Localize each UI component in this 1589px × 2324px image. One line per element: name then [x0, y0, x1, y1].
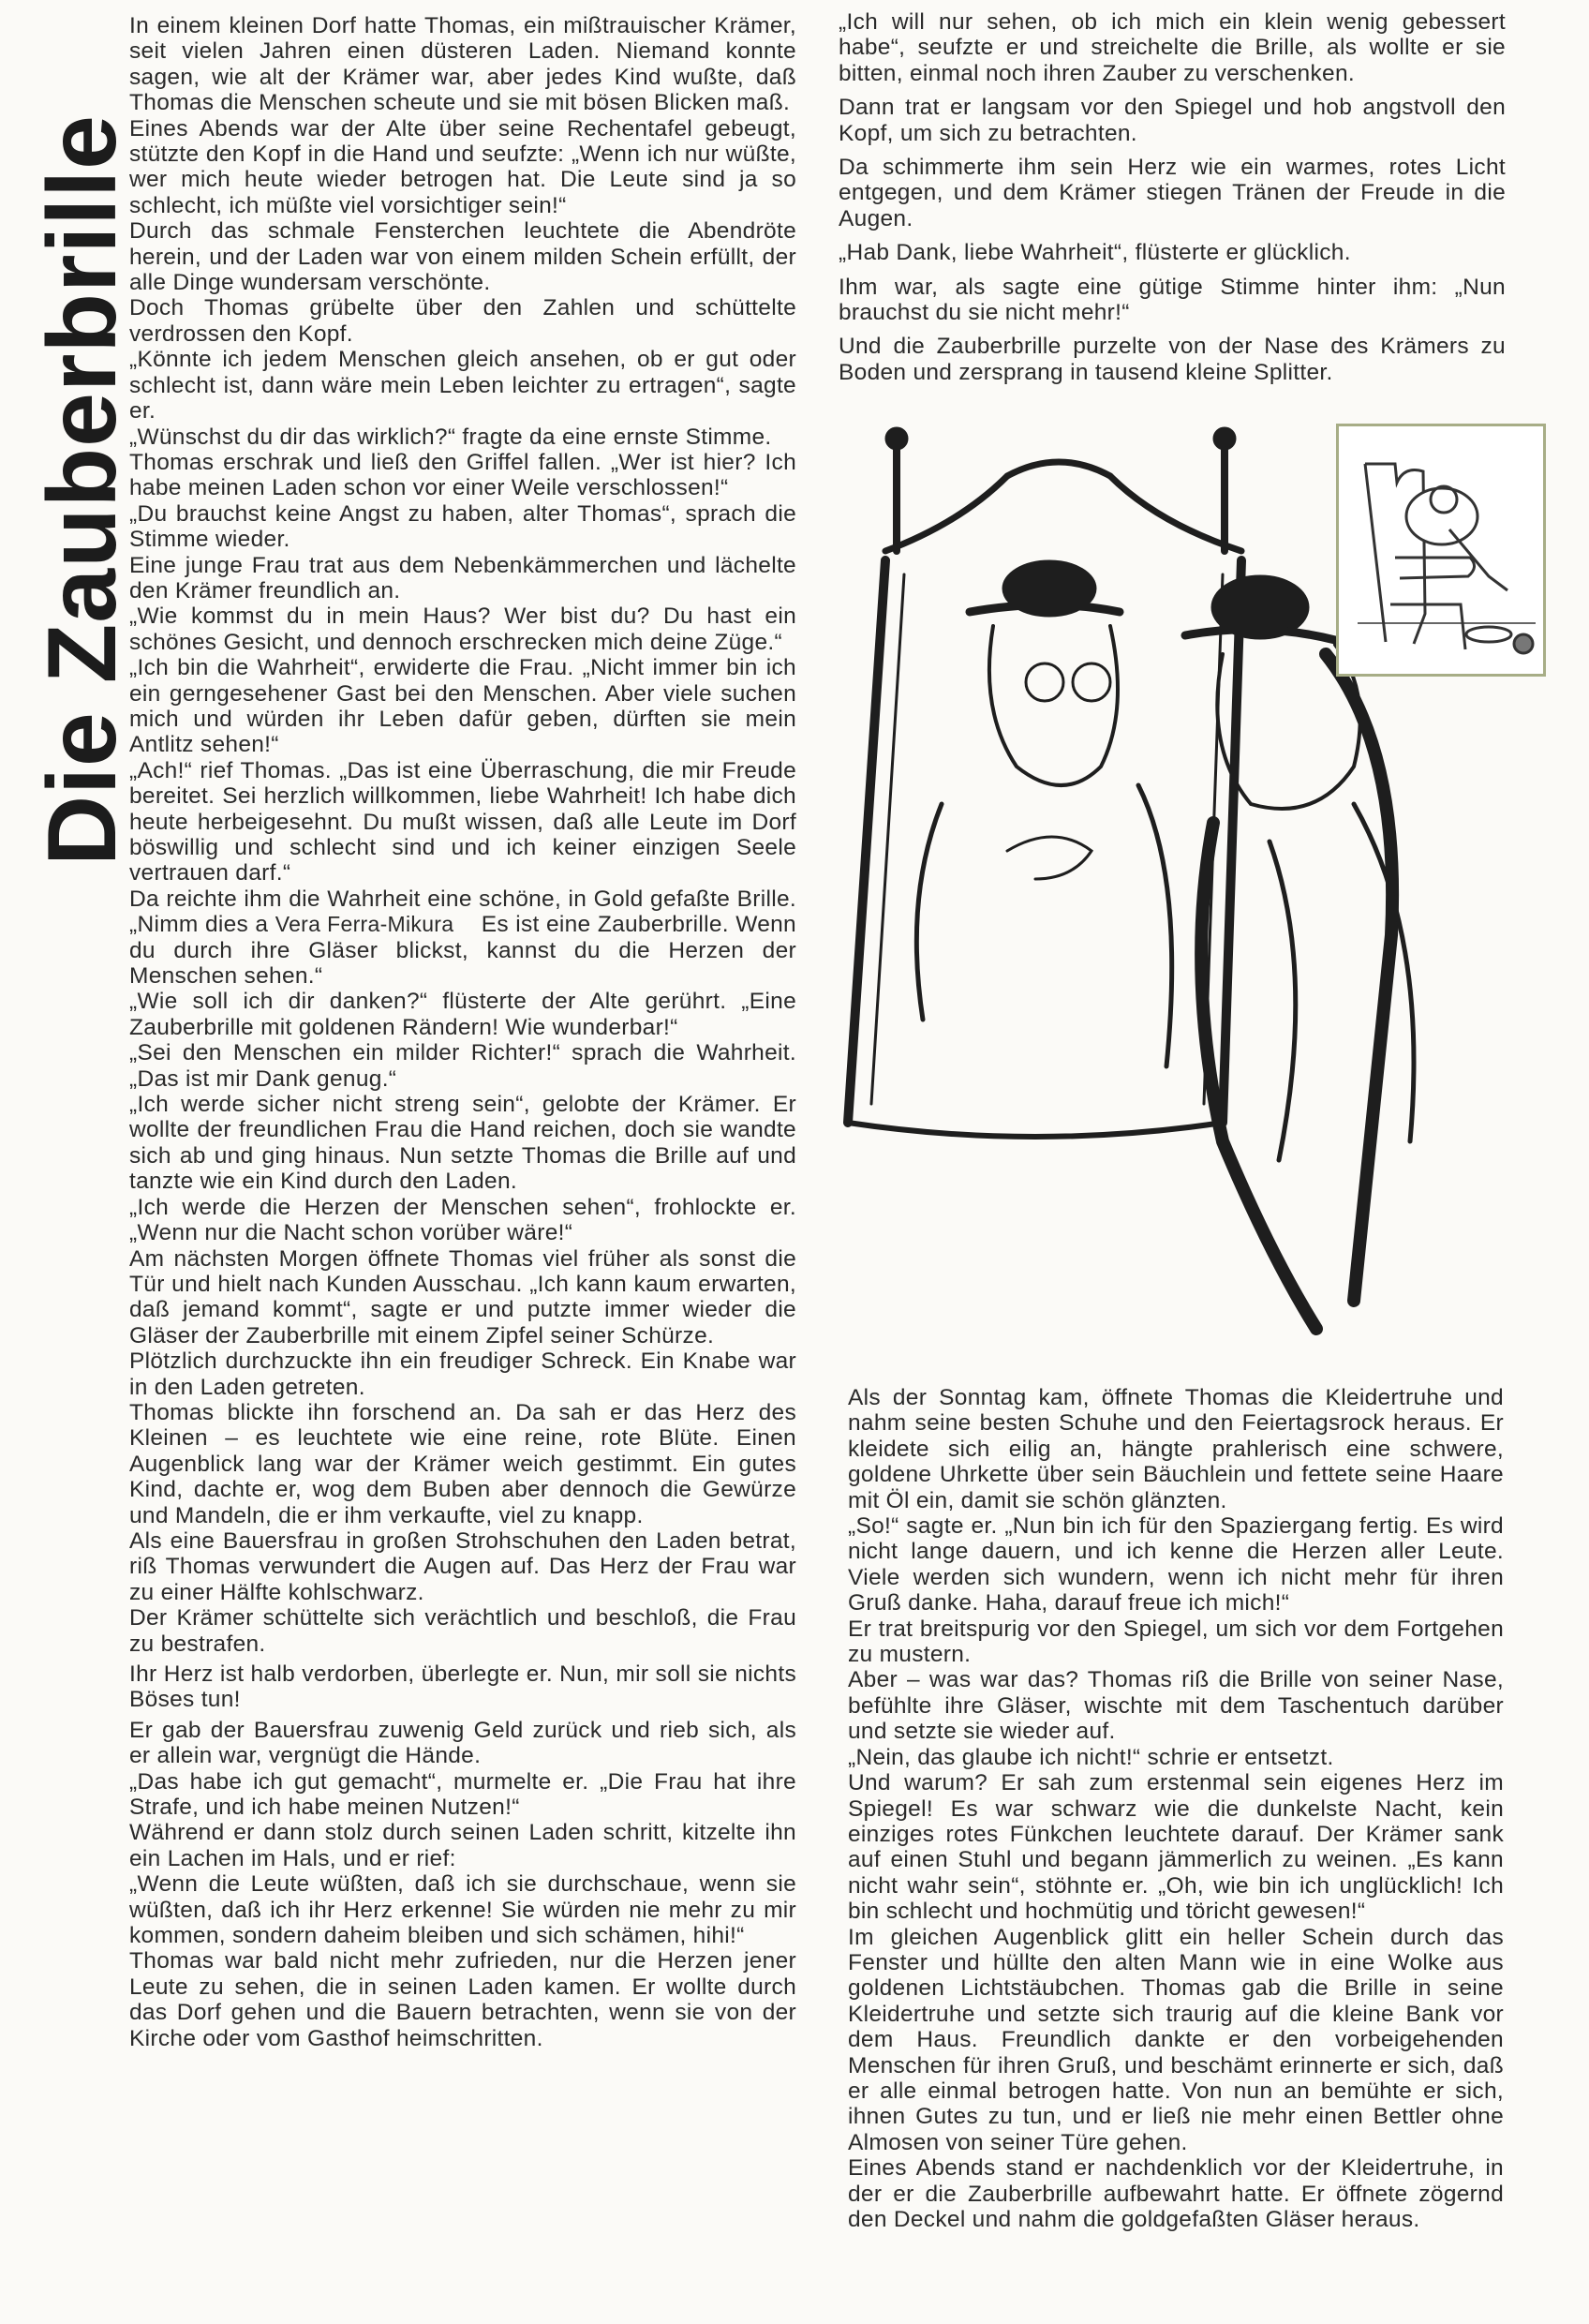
- paragraph-text: Als der Sonntag kam, öffnete Thomas die Kleidertruhe und nahm seine besten Schuhe und den Feiertagsrock heraus. Er kleidete sich eilig an, hängte prahlerisch eine schwere, goldene Uhrkette über sein Bäuchlein und fettete seine Haare mit Öl ein, damit sie schön glänzten.: [848, 1385, 1504, 1513]
- paragraph: [839, 275, 1506, 326]
- paragraph-text: Er trat breitspurig vor den Spiegel, um sich vor dem Fortgehen zu mustern.: [848, 1616, 1504, 1668]
- paragraph: [129, 425, 796, 450]
- paragraph: [848, 1616, 1504, 1668]
- paragraph-text: „So!“ sagte er. „Nun bin ich für den Spaziergang fertig. Es wird nicht lange dauern, und ich kenne die Herzen aller Leute. Viele werden sich wundern, wenn ich nicht mehr für ihren Gruß danke. Haha, darauf freue ich mich!“: [848, 1513, 1504, 1616]
- left-text-column: [129, 13, 796, 2051]
- paragraph: [848, 1925, 1504, 2156]
- paragraph-text: Eines Abends war der Alte über seine Rechentafel gebeugt, stützte den Kopf in die Hand und seufzte: „Wenn ich nur wüßte, wer mich heute wieder betrogen hat. Die Leute sind ja so schlecht, ich müßte viel vorsichtiger sein!“: [129, 115, 796, 218]
- paragraph-text: „Wünschst du dir das wirklich?“ fragte da eine ernste Stimme.: [129, 424, 772, 450]
- paragraph: [129, 1528, 796, 1605]
- paragraph-text: „Ich werde sicher nicht streng sein“, gelobte der Krämer. Er wollte der freundlichen Frau die Hand reichen, doch sie wandte sich ab und ging hinaus. Nun setzte Thomas die Brille auf und tanzte wie ein Kind durch den Laden.: [129, 1092, 796, 1195]
- paragraph: [129, 347, 796, 424]
- paragraph: [129, 501, 796, 553]
- paragraph-text: Plötzlich durchzuckte ihn ein freudiger Schreck. Ein Knabe war in den Laden getreten.: [129, 1348, 796, 1400]
- paragraph: [129, 1195, 796, 1246]
- paragraph: [129, 603, 796, 655]
- paragraph-text: Aber – was war das? Thomas riß die Brille von seiner Nase, befühlte ihre Gläser, wischte mit dem Taschentuch darüber und setzte sie wieder auf.: [848, 1667, 1504, 1745]
- paragraph-text: In einem kleinen Dorf hatte Thomas, ein mißtrauischer Krämer, seit vielen Jahren einen düsteren Laden. Niemand konnte sagen, wie alt der Krämer war, aber jedes Kind wußte, daß Thomas die Menschen scheute und sie mit bösen Blicken maß.: [129, 13, 796, 116]
- right-bottom-text-column: [848, 1385, 1504, 2232]
- paragraph-text: Eine junge Frau trat aus dem Nebenkämmerchen und lächelte den Krämer freundlich an.: [129, 552, 796, 603]
- paragraph: [839, 95, 1506, 146]
- paragraph-text: „Ich bin die Wahrheit“, erwiderte die Frau. „Nicht immer bin ich ein gerngesehener Gast bei den Menschen. Aber viele suchen mich und würden ihr Leben dafür geben, dürften sie mein Antlitz sehen!“: [129, 655, 796, 758]
- paragraph-text: „Das habe ich gut gemacht“, murmelte er. „Die Frau hat ihre Strafe, und ich habe meinen Nutzen!“: [129, 1768, 796, 1821]
- paragraph-text: Als eine Bauersfrau in großen Strohschuhen den Laden betrat, riß Thomas verwundert die Augen auf. Das Herz der Frau war zu einer Hälfte kohlschwarz.: [129, 1527, 796, 1605]
- paragraph: [129, 989, 796, 1040]
- paragraph: [129, 1820, 796, 1871]
- paragraph-text: „Wenn die Leute wüßten, daß ich sie durchschaue, wenn sie wüßten, daß ich ihr Herz erkenne! Sie würden nie mehr zu mir kommen, sondern daheim bleiben und sich schämen, hihi!“: [129, 1871, 796, 1949]
- paragraph-text: Dann trat er langsam vor den Spiegel und hob angstvoll den Kopf, um sich zu betrachten.: [839, 95, 1506, 146]
- paragraph: [129, 450, 796, 501]
- paragraph-text: Ihm war, als sagte eine gütige Stimme hinter ihm: „Nun brauchst du sie nicht mehr!“: [839, 274, 1506, 326]
- paragraph-text: „Wie kommst du in mein Haus? Wer bist du? Du hast ein schönes Gesicht, und dennoch erschrecken mich deine Züge.“: [129, 603, 796, 655]
- paragraph: [129, 655, 796, 758]
- paragraph-text: „Ach!“ rief Thomas. „Das ist eine Überraschung, die mir Freude bereitet. Sei herzlich willkommen, liebe Wahrheit! Ich habe dich heute herbeigesehnt. Du mußt wissen, daß alle Leute im Dorf böswillig und schlecht sind und ich keiner einzigen Seele vertrauen darf.“: [129, 757, 796, 886]
- paragraph-text: Durch das schmale Fensterchen leuchtete die Abendröte herein, und der Laden war von einem milden Schein erfüllt, der alle Dinge wundersam verschönte.: [129, 218, 796, 296]
- paragraph: [129, 1871, 796, 1948]
- paragraph-text-continued: Es ist eine Zauberbrille. Wenn du durch ihre Gläser blickst, kannst du die Herzen der Menschen sehen.“: [129, 912, 796, 990]
- paragraph: [129, 295, 796, 347]
- paragraph-text: „Sei den Menschen ein milder Richter!“ sprach die Wahrheit. „Das ist mir Dank genug.“: [129, 1040, 796, 1092]
- paragraph: [839, 334, 1506, 385]
- paragraph-text: Im gleichen Augenblick glitt ein heller Schein durch das Fenster und hüllte den alten Mann wie in eine Wolke aus goldenen Lichtstäubchen. Thomas gab die Brille in seine Kleidertruhe und setzte sich traurig auf die kleine Bank vor dem Haus. Freundlich dankte er den vorbeigehenden Menschen für ihren Gruß, und beschämt erinnerte er sich, daß er alle einmal betrogen hatte. Von nun an bemühte er sich, ihnen Gutes zu tun, und er ließ nie mehr einen Bettler ohne Almosen von seiner Türe gehen.: [848, 1924, 1504, 2155]
- paragraph-text: „Ich werde die Herzen der Menschen sehen“, frohlockte er. „Wenn nur die Nacht schon vorüber wäre!“: [129, 1194, 796, 1246]
- paragraph-text: „Hab Dank, liebe Wahrheit“, flüsterte er glücklich.: [839, 240, 1351, 266]
- story-title: Die Zauberbrille: [28, 114, 137, 866]
- paragraph: [839, 9, 1506, 86]
- paragraph: [848, 1770, 1504, 1924]
- paragraph: [129, 1092, 796, 1195]
- paragraph-text: Da reichte ihm die Wahrheit eine schöne, in Gold gefaßte Brille. „Nimm dies a: [129, 886, 796, 938]
- paragraph-text: Der Krämer schüttelte sich verächtlich und beschloß, die Frau zu bestrafen.: [129, 1605, 796, 1657]
- paragraph-text: Und warum? Er sah zum erstenmal sein eigenes Herz im Spiegel! Es war schwarz wie die dunkelste Nacht, kein einziges rotes Fünkchen leuchtete darauf. Der Krämer sank auf einen Stuhl und begann jämmerlich zu weinen. „Es kann nicht wahr sein“, stöhnte er. „Oh, wie bin ich unglücklich! Ich bin schlecht und hochmütig und töricht gewesen!“: [848, 1770, 1504, 1925]
- paragraph: [129, 553, 796, 604]
- author-name-overlay: Vera Ferra-Mikura: [275, 912, 454, 937]
- paragraph-text: „Ich will nur sehen, ob ich mich ein klein wenig gebessert habe“, seufzte er und streichelte die Brille, als wollte er sie bitten, einmal noch ihren Zauber zu verschenken.: [839, 9, 1506, 86]
- paragraph: [129, 886, 796, 990]
- paragraph: [129, 218, 796, 295]
- paragraph-text: Während er dann stolz durch seinen Laden schritt, kitzelte ihn ein Lachen im Hals, und er rief:: [129, 1820, 796, 1871]
- paragraph: [848, 1667, 1504, 1744]
- paragraph-text: Thomas blickte ihn forschend an. Da sah er das Herz des Kleinen – es leuchtete wie eine reine, rote Blüte. Einen Augenblick lang war der Krämer weich gestimmt. Ein gutes Kind, dachte er, wog dem Buben aber dennoch die Gewürze und Mandeln, die er ihm verkaufte, viel zu knapp.: [129, 1399, 796, 1528]
- paragraph: [129, 758, 796, 886]
- paragraph-text: Thomas erschrak und ließ den Griffel fallen. „Wer ist hier? Ich habe meinen Laden schon vor einer Weile verschlossen!“: [129, 449, 796, 501]
- paragraph-text: „Nein, das glaube ich nicht!“ schrie er entsetzt.: [848, 1744, 1334, 1770]
- paragraph: [129, 1769, 796, 1821]
- paragraph-text: Ihr Herz ist halb verdorben, überlegte er. Nun, mir soll sie nichts Böses tun!: [129, 1661, 796, 1713]
- paragraph-text: Eines Abends stand er nachdenklich vor der Kleidertruhe, in der er die Zauberbrille aufbewahrt hatte. Er öffnete zögernd den Deckel und nahm die goldgefaßten Gläser heraus.: [848, 2155, 1504, 2232]
- paragraph-text: Am nächsten Morgen öffnete Thomas viel früher als sonst die Tür und hielt nach Kunden Ausschau. „Ich kann kaum erwarten, daß jemand kommt“, sagte er und putzte immer wieder die Gläser der Zauberbrille mit einem Zipfel seiner Schürze.: [129, 1245, 796, 1348]
- paragraph-text: Doch Thomas grübelte über den Zahlen und schüttelte verdrossen den Kopf.: [129, 295, 796, 347]
- paragraph: [129, 1246, 796, 1349]
- paragraph: [848, 1513, 1504, 1616]
- paragraph: [129, 13, 796, 116]
- paragraph: [839, 155, 1506, 231]
- paragraph: [129, 1661, 796, 1713]
- paragraph-text: Da schimmerte ihm sein Herz wie ein warmes, rotes Licht entgegen, und dem Krämer stiegen Tränen der Freude in die Augen.: [839, 155, 1506, 231]
- paragraph: [129, 1040, 796, 1092]
- right-top-text-column: [839, 9, 1506, 394]
- paragraph: [839, 240, 1506, 265]
- paragraph-text: „Du brauchst keine Angst zu haben, alter Thomas“, sprach die Stimme wieder.: [129, 500, 796, 553]
- paragraph: [129, 1948, 796, 2051]
- armchair-illustration-frame: [1336, 424, 1546, 677]
- paragraph-text: Thomas war bald nicht mehr zufrieden, nur die Herzen jener Leute zu sehen, die in seinen Laden kamen. Er wollte durch das Dorf gehen und die Bauern betrachten, wenn sie von der Kirche oder vom Gasthof heimschritten.: [129, 1948, 796, 2051]
- paragraph: [848, 1745, 1504, 1770]
- paragraph-text: Und die Zauberbrille purzelte von der Nase des Krämers zu Boden und zersprang in tausend kleine Splitter.: [839, 334, 1506, 385]
- paragraph: [129, 1400, 796, 1528]
- paragraph-text: „Könnte ich jedem Menschen gleich ansehen, ob er gut oder schlecht ist, dann wäre mein Leben leichter zu ertragen“, sagte er.: [129, 347, 796, 425]
- paragraph-text: Er gab der Bauersfrau zuwenig Geld zurück und rieb sich, als er allein war, vergnügt die Hände.: [129, 1717, 796, 1769]
- paragraph-text: „Wie soll ich dir danken?“ flüsterte der Alte gerührt. „Eine Zauberbrille mit goldenen Rändern! Wie wunderbar!“: [129, 989, 796, 1040]
- paragraph: [129, 116, 796, 219]
- armchair-knitting-illustration: [1339, 426, 1543, 674]
- paragraph: [848, 2155, 1504, 2232]
- paragraph: [129, 1605, 796, 1657]
- paragraph: [129, 1348, 796, 1400]
- paragraph: [848, 1385, 1504, 1513]
- paragraph: [129, 1718, 796, 1769]
